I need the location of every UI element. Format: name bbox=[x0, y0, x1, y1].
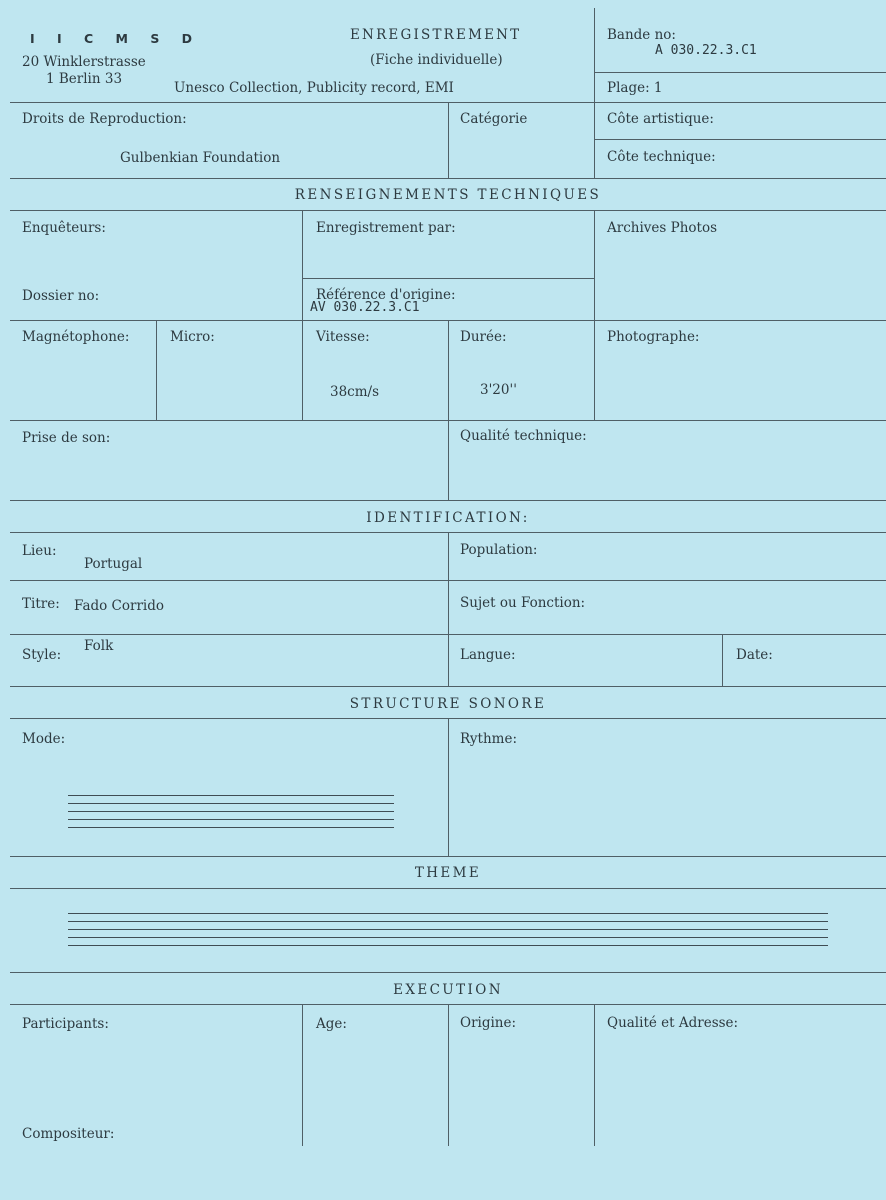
archives-photos-label: Archives Photos bbox=[607, 220, 717, 236]
header-divider bbox=[594, 8, 595, 102]
form-subtitle: (Fiche individuelle) bbox=[370, 52, 503, 68]
style-label: Style: bbox=[22, 647, 62, 663]
origine-label: Origine: bbox=[460, 1015, 517, 1031]
mode-label: Mode: bbox=[22, 731, 66, 747]
population-label: Population: bbox=[460, 542, 538, 558]
compositeur-label: Compositeur: bbox=[22, 1126, 115, 1142]
structure-heading: STRUCTURE SONORE bbox=[349, 696, 547, 712]
qualite-left-rule bbox=[448, 420, 449, 500]
lieu-value: Portugal bbox=[84, 556, 143, 572]
categorie-left-rule bbox=[448, 102, 449, 178]
cote-middle-rule bbox=[594, 139, 886, 140]
address-line-1: 20 Winklerstrasse bbox=[22, 54, 146, 70]
sujet-label: Sujet ou Fonction: bbox=[460, 595, 586, 611]
qualite-adresse-left-rule bbox=[594, 1004, 595, 1146]
structure-bottom-rule bbox=[10, 856, 886, 857]
form-title: ENREGISTREMENT bbox=[350, 27, 522, 43]
photographe-left-rule bbox=[594, 320, 595, 420]
micro-label: Micro: bbox=[170, 329, 215, 345]
reference-label: Référence d'origine: bbox=[316, 287, 456, 303]
theme-bottom-rule bbox=[10, 972, 886, 973]
rights-bottom-rule bbox=[10, 178, 886, 179]
cote-left-rule bbox=[594, 102, 595, 178]
qualite-technique-label: Qualité technique: bbox=[460, 428, 587, 444]
enregistrement-par-label: Enregistrement par: bbox=[316, 220, 456, 236]
address-line-2: 1 Berlin 33 bbox=[46, 71, 123, 87]
rythme-label: Rythme: bbox=[460, 731, 518, 747]
collection-note: Unesco Collection, Publicity record, EMI bbox=[174, 80, 454, 96]
identification-heading: IDENTIFICATION: bbox=[366, 510, 530, 526]
archives-left-rule bbox=[594, 210, 595, 320]
participants-label: Participants: bbox=[22, 1016, 109, 1032]
theme-heading-rule bbox=[10, 888, 886, 889]
prise-bottom-rule bbox=[10, 500, 886, 501]
style-value: Folk bbox=[84, 638, 114, 654]
style-bottom-rule bbox=[10, 686, 886, 687]
reference-value: AV 030.22.3.C1 bbox=[310, 300, 420, 315]
plage-label: Plage: 1 bbox=[607, 80, 663, 96]
enqueteurs-label: Enquêteurs: bbox=[22, 220, 106, 236]
duree-left-rule bbox=[448, 320, 449, 420]
langue-label: Langue: bbox=[460, 647, 516, 663]
theme-heading: THEME bbox=[414, 865, 482, 881]
lieu-label: Lieu: bbox=[22, 543, 57, 559]
micro-left-rule bbox=[156, 320, 157, 420]
age-label: Age: bbox=[316, 1016, 347, 1032]
qualite-adresse-label: Qualité et Adresse: bbox=[607, 1015, 739, 1031]
droits-value: Gulbenkian Foundation bbox=[120, 150, 281, 166]
categorie-label: Catégorie bbox=[460, 111, 528, 127]
titre-label: Titre: bbox=[22, 596, 60, 612]
dossier-label: Dossier no: bbox=[22, 288, 100, 304]
plage-top-rule bbox=[594, 72, 886, 73]
vitesse-label: Vitesse: bbox=[316, 329, 370, 345]
titre-value: Fado Corrido bbox=[74, 598, 165, 614]
duree-value: 3'20'' bbox=[480, 382, 517, 398]
droits-label: Droits de Reproduction: bbox=[22, 111, 187, 127]
magnetophone-label: Magnétophone: bbox=[22, 329, 130, 345]
vitesse-left-rule bbox=[302, 320, 303, 420]
cote-technique-label: Côte technique: bbox=[607, 149, 716, 165]
org-name: I I C M S D bbox=[30, 31, 202, 46]
cote-artistique-label: Côte artistique: bbox=[607, 111, 714, 127]
enregistrement-left-rule bbox=[302, 210, 303, 320]
vitesse-value: 38cm/s bbox=[330, 384, 380, 400]
bande-label: Bande no: bbox=[607, 27, 676, 43]
date-left-rule bbox=[722, 634, 723, 686]
rythme-left-rule bbox=[448, 718, 449, 856]
technique-heading: RENSEIGNEMENTS TECHNIQUES bbox=[294, 187, 602, 203]
bande-value: A 030.22.3.C1 bbox=[655, 43, 757, 58]
duree-label: Durée: bbox=[460, 329, 507, 345]
photographe-label: Photographe: bbox=[607, 329, 700, 345]
origine-left-rule bbox=[448, 1004, 449, 1146]
lieu-bottom-rule bbox=[10, 580, 886, 581]
prise-de-son-label: Prise de son: bbox=[22, 430, 111, 446]
ident-middle-rule bbox=[448, 532, 449, 686]
tech-heading-rule bbox=[10, 210, 886, 211]
execution-heading: EXECUTION bbox=[393, 982, 503, 998]
titre-bottom-rule bbox=[10, 634, 886, 635]
reference-top-rule bbox=[302, 278, 594, 279]
date-label: Date: bbox=[736, 647, 773, 663]
age-left-rule bbox=[302, 1004, 303, 1146]
